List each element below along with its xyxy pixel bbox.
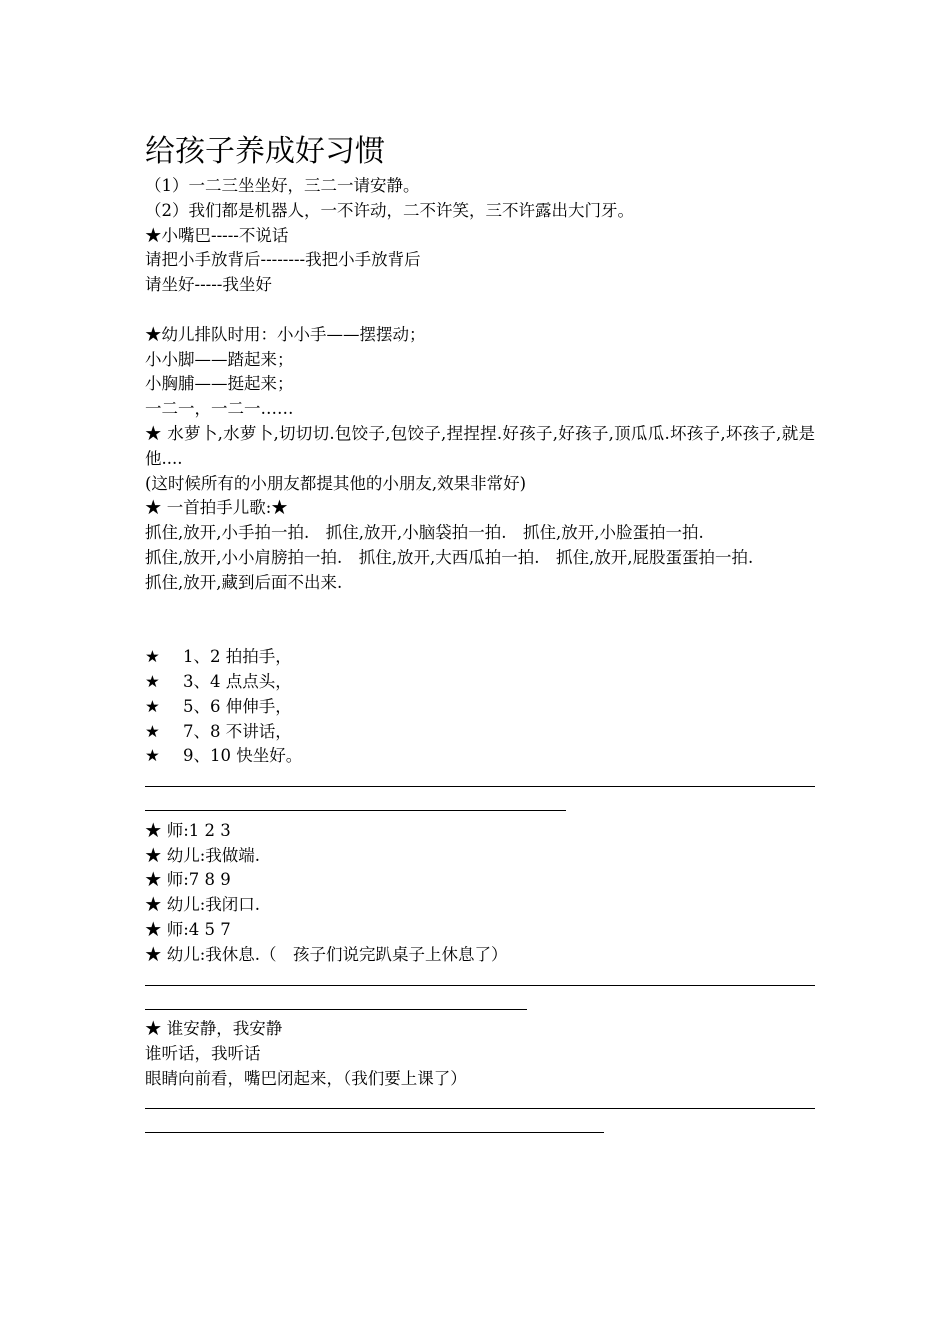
dialogue-line: ★ 幼儿:我休息.（ 孩子们说完趴桌子上休息了） [145,944,508,964]
text-line: ★小嘴巴-----不说话 [145,225,289,245]
text-line: （1）一二三坐坐好，三二一请安静。 [145,176,420,195]
star-icon: ★ [145,696,160,716]
star-icon: ★ [145,746,160,766]
divider-line [145,985,815,986]
list-item [145,645,815,670]
list-item [145,720,815,745]
divider [145,1091,815,1141]
star-icon: ★ [145,647,160,667]
dialogue-line: ★ 师:7 8 9 [145,870,231,890]
text-line: 眼睛向前看，嘴巴闭起来，（我们要上课了） [145,1068,467,1088]
section-rhymes [145,422,815,596]
text-line: 谁听话，我听话 [145,1043,261,1063]
divider-line [145,1108,815,1109]
divider [145,769,815,819]
rhyme-paragraph: 抓住,放开,藏到后面不出来. [145,572,343,592]
list-item [145,695,815,720]
star-icon: ★ [145,721,160,741]
document-title: 给孩子养成好习惯 [145,134,385,169]
list-item-text: 9、10 快坐好。 [183,746,303,766]
rhyme-paragraph: 抓住,放开,小手拍一拍. 抓住,放开,小脑袋拍一拍. 抓住,放开,小脸蛋拍一拍. [145,523,704,543]
list-item-text: 1、2 拍拍手， [183,647,292,667]
dialogue-line: ★ 师:1 2 3 [145,820,231,840]
text-line: 小胸脯——挺起来； [145,374,294,394]
list-item-text: 3、4 点点头， [183,671,292,691]
dialogue-line: ★ 幼儿:我闭口. [145,895,261,915]
section-line-up [145,323,815,422]
blank-line [145,620,815,645]
divider [145,968,815,1018]
text-line: 一二一，一二一…… [145,399,294,419]
section-teacher-child [145,819,815,968]
rhyme-paragraph: ★ 水萝卜,水萝卜,切切切.包饺子,包饺子,捏捏捏.好孩子,好孩子,顶瓜瓜.坏孩子,坏孩子,就是他.... [145,423,815,468]
section-sit-quiet [145,174,815,298]
text-line: 小小脚——踏起来； [145,349,294,369]
dialogue-line: ★ 师:4 5 7 [145,919,231,939]
list-item-text: 5、6 伸伸手， [183,696,292,716]
rhyme-heading: ★ 一首拍手儿歌:★ [145,498,288,518]
rhyme-note: (这时候所有的小朋友都提其他的小朋友,效果非常好) [145,473,527,493]
text-line: ★幼儿排队时用：小小手——摆摆动； [145,324,426,344]
divider-line [145,786,815,787]
divider-line [145,810,566,811]
section-quiet [145,1017,815,1091]
blank-line [145,596,815,621]
text-line: 请把小手放背后--------我把小手放背后 [145,250,421,270]
divider-line [145,1009,527,1010]
list-item [145,744,815,769]
text-line: 请坐好-----我坐好 [145,275,272,295]
text-line: （2）我们都是机器人，一不许动，二不许笑，三不许露出大门牙。 [145,200,634,220]
dialogue-line: ★ 幼儿:我做端. [145,845,261,865]
list-item [145,670,815,695]
list-item-text: 7、8 不讲话， [183,721,292,741]
rhyme-paragraph: 抓住,放开,小小肩膀拍一拍. 抓住,放开,大西瓜拍一拍. 抓住,放开,屁股蛋蛋拍一拍. [145,547,754,567]
text-line: ★ 谁安静，我安静 [145,1019,283,1039]
divider-line [145,1132,604,1133]
section-counting [145,645,815,769]
blank-line [145,298,815,323]
document-page [145,130,815,1141]
star-icon: ★ [145,671,160,691]
